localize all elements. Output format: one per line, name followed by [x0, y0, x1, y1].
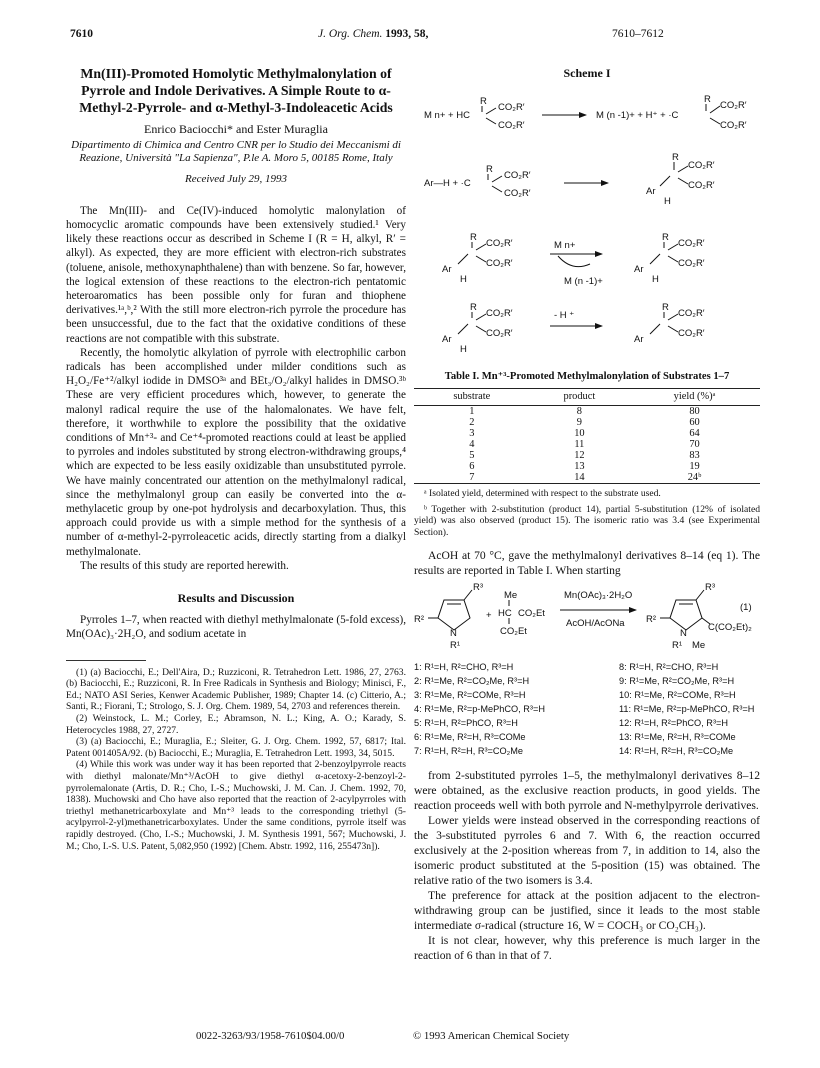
table-row [414, 428, 760, 439]
body-paragraph: Lower yields were instead observed in the corresponding reactions of the 3-substituted pyrroles 6 and 7. With 6, the reaction occurred exclusively at the 2-position whereas from 7, in addition to 14, also the isomeric product substituted at the 5-position (15) was obtained. The relative ratio of the two isomers is 3.4. [414, 814, 760, 888]
r-label: R [486, 164, 493, 176]
footnote: (4) While this work was under way it has been reported that 2-benzoylpyrrole reacts with diethyl malonate/Mn⁺³/AcOH to give diethyl α-acetoxy-2-benzoyl-2-pyrrolemalonate (Artis, D. R.; Cho, I.-S.; Muchowski, J. M. Can. J. Chem. 1992, 70, 1838). Muchowski and Cho have also reported that the reaction of 2-acylpyrroles with triethyl methanetricarboxylate and Mn⁺³ leads to the corresponding triethyl (5-acylpyrrol-2-yl)methanetricarboxylates. Under the same conditions, pyrrole itself was rapidly destroyed. (Cho, I.-S.; Muchowski, J. M. Synthesis 1991, 567; Muchowski, J. M.; Cho, I.-S. U.S. Patent, 5,082,950 (1992) [Chem. Abstr. 1992, 116, 255473n]). [66, 759, 406, 852]
h-label: H [664, 196, 671, 208]
table-cell: 70 [689, 439, 700, 451]
h-label: H [460, 344, 467, 356]
column-header: substrate [414, 389, 530, 406]
co2r-label: CO₂R′ [678, 238, 705, 250]
ar-label: Ar [634, 334, 644, 346]
table-row [414, 406, 760, 418]
h-label: H [652, 274, 659, 286]
list-item: 5: R¹=H, R²=PhCO, R³=H [414, 718, 518, 729]
n-label: N [450, 628, 457, 640]
affiliation: Dipartimento di Chimica and Centro CNR per lo Studio dei Meccanismi di Reazione, Università "La Sapienza", P.le A. Moro 5, 00185 Rome, Italy [71, 138, 401, 165]
table-cell: 14 [530, 472, 629, 484]
table-cell: 7 [414, 472, 530, 484]
list-item: 11: R¹=Me, R²=p-MePhCO, R³=H [619, 704, 755, 715]
article-code: 0022-3263/93/1958-7610$04.00/0 [196, 1030, 345, 1042]
table-cell: 19 [689, 461, 700, 473]
results-paragraph: Pyrroles 1–7, when reacted with diethyl methylmalonate (5-fold excess), Mn(OAc)₃·2H₂O, and sodium acetate in [66, 614, 406, 641]
co2r-label: CO₂R′ [486, 258, 513, 270]
table-cell: 64 [689, 428, 700, 440]
scheme-title: Scheme I [563, 66, 611, 80]
deprotonation-label: - H ⁺ [554, 310, 575, 322]
authors: Enrico Baciocchi* and Ester Muraglia [144, 122, 328, 137]
right-column [414, 66, 760, 963]
footnote: (3) (a) Baciocchi, E.; Muraglia, E.; Sleiter, G. J. Org. Chem. 1992, 57, 6817; Ital. Patent 001405A/92. (b) Baciocchi, E.; Muraglia, E. Tetrahedron Lett. 1993, 34, 5015. [66, 736, 406, 759]
co2et-label: CO₂Et [500, 626, 527, 638]
r-label: R [470, 232, 477, 244]
footnote: (1) (a) Baciocchi, E.; Dell'Aira, D.; Ruzziconi, R. Tetrahedron Lett. 1986, 27, 2763. (b) Baciocchi, E.; Ruzziconi, R. In Free Radicals in Synthesis and Biology; Minisci, F., Ed.; NATO ASI Series, Kenwer Academic Publisher, 1989; Chapter 14. (c) Citterio, A.; Santi, R.; Fiorani, T.; Strologo, S. J. Org. Chem. 1989, 54, 2703 and references therein. [66, 666, 406, 713]
journal-name: J. Org. Chem. [318, 28, 383, 40]
product-group-label: C(CO₂Et)₂ [708, 622, 752, 634]
table-cell: 8 [576, 406, 582, 418]
scheme-reactant-text: M n+ + HC [424, 110, 470, 122]
running-header [318, 28, 428, 40]
table-cell: 3 [469, 428, 475, 440]
r2-label: R² [646, 614, 657, 626]
page-range: 7610–7612 [612, 28, 664, 40]
list-item: 13: R¹=Me, R²=H, R³=COMe [619, 732, 736, 743]
co2r-label: CO₂R′ [678, 328, 705, 340]
reagent-label: Mn(OAc)₃·2H₂O [564, 590, 633, 602]
product-list [587, 660, 760, 758]
compound-list [414, 660, 760, 758]
table-cell: 24ᵇ [629, 472, 760, 484]
scheme-product-text: M (n -1)+ + H⁺ + ·C [596, 110, 679, 122]
intro-paragraph: The results of this study are reported herewith. [80, 559, 289, 572]
co2r-label: CO₂R′ [678, 258, 705, 270]
left-column [66, 66, 406, 852]
list-item: 4: R¹=Me, R²=p-MePhCO, R³=H [414, 704, 545, 715]
co2r-label: CO₂R′ [498, 120, 525, 132]
h-label: H [460, 274, 467, 286]
co2r-label: CO₂R′ [504, 170, 531, 182]
body-paragraph: AcOH at 70 °C, gave the methylmalonyl derivatives 8–14 (eq 1). The results are reported in Table I. When starting [414, 549, 760, 578]
r2-label: R² [414, 614, 425, 626]
r3-label: R³ [473, 582, 484, 594]
table-cell: 60 [689, 417, 700, 429]
substrate-list [414, 660, 587, 758]
r-label: R [672, 152, 679, 164]
ar-label: Ar [634, 264, 644, 276]
co2r-label: CO₂R′ [678, 308, 705, 320]
me-label: Me [504, 590, 518, 602]
body-paragraph: The preference for attack at the position adjacent to the electron-withdrawing group can be justified, since it leads to the most stable intermediate σ-radical (structure 16, W = COCH₃ or CO₂CH₃). [414, 889, 760, 933]
ar-label: Ar [646, 186, 656, 198]
body-paragraph: It is not clear, however, why this preference is much larger in the reaction of 6 than in that of 7. [414, 934, 760, 963]
equation-number: (1) [740, 602, 752, 614]
list-item: 3: R¹=Me, R²=COMe, R³=H [414, 690, 526, 701]
footnote: (2) Weinstock, L. M.; Corley, E.; Abramson, N. L.; King, A. O.; Karady, S. Heterocycles 1988, 27, 2727. [66, 713, 406, 736]
body-paragraph: from 2-substituted pyrroles 1–5, the methylmalonyl derivatives 8–12 were obtained, as the exclusive reaction products, in good yields. The reaction proceeds well with both pyrrole and N-methylpyrrole derivatives. [414, 769, 760, 813]
co2r-label: CO₂R′ [720, 120, 747, 132]
table-footnote: ᵇ Together with 2-substitution (product 14), partial 5-substitution (12% of isolated yield) was also observed (product 15). The isomeric ratio was 3.4 (see Experimental Section). [414, 503, 760, 538]
r1-label: R¹ [672, 640, 683, 652]
r1-label: R¹ [450, 640, 461, 652]
list-item: 10: R¹=Me, R²=COMe, R³=H [619, 690, 736, 701]
me-label: Me [692, 640, 706, 652]
table-row [414, 450, 760, 461]
table-cell: 13 [574, 461, 585, 473]
r-label: R [704, 94, 711, 106]
table-cell: 83 [689, 450, 700, 462]
reduced-metal-label: M (n -1)+ [564, 276, 603, 288]
results-table [414, 388, 760, 484]
footnote-divider [66, 660, 146, 661]
r-label: R [470, 302, 477, 314]
list-item: 8: R¹=H, R²=CHO, R³=H [619, 662, 719, 673]
list-item: 12: R¹=H, R²=PhCO, R³=H [619, 718, 729, 729]
journal-year-volume: 1993, 58, [385, 28, 429, 40]
page-number: 7610 [70, 28, 93, 40]
co2r-label: CO₂R′ [504, 188, 531, 200]
list-item: 7: R¹=H, R²=H, R³=CO₂Me [414, 746, 523, 757]
r-label: R [662, 302, 669, 314]
list-item: 14: R¹=H, R²=H, R³=CO₂Me [619, 746, 734, 757]
r3-label: R³ [705, 582, 716, 594]
list-item: 2: R¹=Me, R²=CO₂Me, R³=H [414, 676, 530, 687]
co2r-label: CO₂R′ [486, 308, 513, 320]
table-title: Table I. Mn⁺³-Promoted Methylmalonylation of Substrates 1–7 [444, 371, 730, 383]
table-cell: 2 [469, 417, 475, 429]
scheme-diagram [414, 88, 760, 360]
table-cell: 11 [574, 439, 585, 451]
table-row [414, 461, 760, 472]
co2et-label: CO₂Et [518, 608, 545, 620]
table-cell: 4 [469, 439, 475, 451]
table-row [414, 417, 760, 428]
received-date: Received July 29, 1993 [184, 172, 287, 185]
table-row [414, 472, 760, 484]
scheme-reactant-text: Ar—H + ·C [424, 178, 471, 190]
solvent-label: AcOH/AcONa [566, 618, 625, 630]
list-item: 6: R¹=Me, R²=H, R³=COMe [414, 732, 526, 743]
table-cell: 12 [574, 450, 585, 462]
co2r-label: CO₂R′ [486, 238, 513, 250]
table-cell: 5 [469, 450, 475, 462]
list-item: 9: R¹=Me, R²=CO₂Me, R³=H [619, 676, 735, 687]
ar-label: Ar [442, 334, 452, 346]
article-title: Mn(III)-Promoted Homolytic Methylmalonylation of Pyrrole and Indole Derivatives. A Simple Route to α-Methyl-2-Pyrrole- and α-Methyl-3-Indoleacetic Acids [79, 66, 393, 115]
plus-sign: + [486, 610, 492, 622]
intro-paragraph: The Mn(III)- and Ce(IV)-induced homolytic malonylation of homocyclic aromatic compounds have been extensively studied.¹ Very likely these reactions occur as described in Scheme I (R = H, alkyl, R′ = alkyl). As expected, they are more efficient with electron-rich substrates (toluene, anisole, methoxynaphthalene) than with benzene. So far, however, the logical extension of these reactions to the electron-rich pentatomic heteroaromatics has been possible only for furan and thiophene derivatives.¹ᵃ,ᵇ,² With the still more electron-rich pyrrole the procedure has been unsuccessful, due to the fact that the oxidative conditions of these reactions are not compatible with this substrate. [66, 204, 406, 345]
section-heading: Results and Discussion [177, 591, 295, 606]
table-cell: 6 [469, 461, 475, 473]
list-item: 1: R¹=H, R²=CHO, R³=H [414, 662, 514, 673]
ar-label: Ar [442, 264, 452, 276]
r-label: R [662, 232, 669, 244]
table-cell: 80 [689, 406, 700, 418]
n-label: N [680, 628, 687, 640]
metal-oxidant-label: M n+ [554, 240, 576, 252]
column-header: yield (%)ᵃ [629, 389, 760, 406]
copyright: © 1993 American Chemical Society [413, 1030, 570, 1042]
table-cell: 1 [469, 406, 475, 418]
co2r-label: CO₂R′ [486, 328, 513, 340]
table-footnote: ᵃ Isolated yield, determined with respect to the substrate used. [424, 488, 661, 500]
co2r-label: CO₂R′ [688, 160, 715, 172]
co2r-label: CO₂R′ [720, 100, 747, 112]
table-cell: 10 [574, 428, 585, 440]
table-row [414, 439, 760, 450]
hc-label: HC [498, 608, 512, 620]
co2r-label: CO₂R′ [688, 180, 715, 192]
reaction-equation [414, 578, 760, 658]
table-cell: 9 [576, 417, 582, 429]
co2r-label: CO₂R′ [498, 102, 525, 114]
intro-paragraph: Recently, the homolytic alkylation of pyrrole with electrophilic carbon radicals has been accomplished under milder conditions such as H₂O₂/Fe⁺²/alkyl iodide in DMSO³ᵃ and BEt₃/O₂/alkyl halides in DMSO.³ᵇ These are very efficient procedures which, however, to generate the malonyl radical require the use of the halomalonates. We have felt, therefore, it worthwhile to explore the possibility that the oxidative conditions of Mn⁺³- and Ce⁺⁴-promoted reactions could at least be applied to pyrroles and indoles substituted by strong electron-withdrawing groups,⁴ which are expected to be less easily oxidizable than unsubstituted pyrrole. We have mainly concentrated our attention on the methylmalonyl radical, since the methylmalonyl group can easily be converted into the α-methylacetic group by one-pot hydrolysis and decarboxylation. Thus, this approach could provide us with a simple method for the synthesis of a number of α-methyl-2-pyrroleacetic acids, directly starting from a dialkyl methylmalonate. [66, 346, 406, 558]
column-header: product [530, 389, 629, 406]
r-label: R [480, 96, 487, 108]
